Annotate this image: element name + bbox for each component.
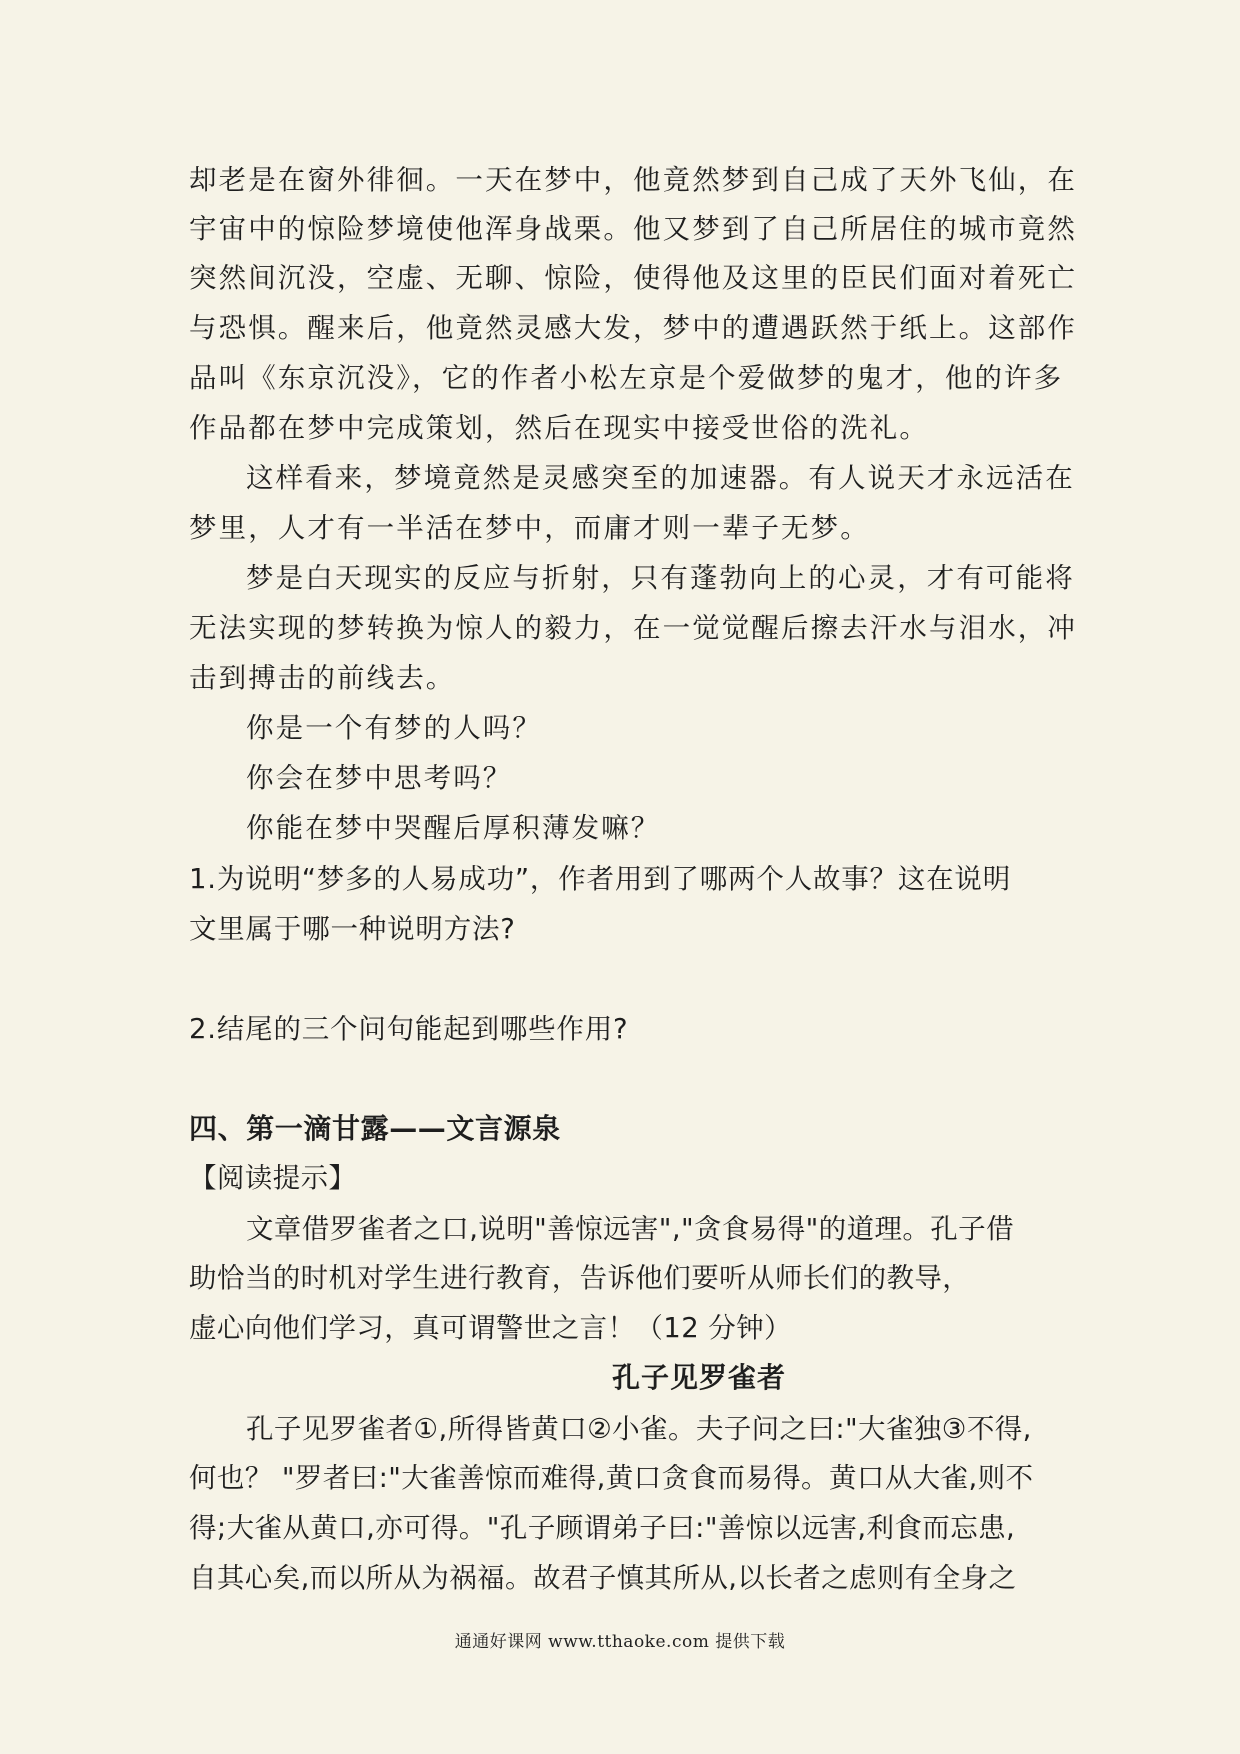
passage-line: 突然间沉没，空虚、无聊、惊险，使得他及这里的臣民们面对着死亡 <box>189 262 1077 294</box>
passage-line: 却老是在窗外徘徊。一天在梦中，他竟然梦到自己成了天外飞仙，在 <box>189 164 1077 196</box>
section-heading: 四、第一滴甘露——文言源泉 <box>189 1112 561 1145</box>
passage-line: 你是一个有梦的人吗？ <box>246 712 542 744</box>
passage-line: 这样看来，梦境竟然是灵感突至的加速器。有人说天才永远活在 <box>246 462 1075 494</box>
hint-line: 虚心向他们学习，真可谓警世之言！（12 分钟） <box>189 1312 792 1344</box>
classical-text-line: 何也？ "罗者曰:"大雀善惊而难得,黄口贪食而易得。黄口从大雀,则不 <box>189 1462 1034 1494</box>
hint-line: 助恰当的时机对学生进行教育，告诉他们要听从师长们的教导， <box>189 1262 971 1294</box>
question-2: 2.结尾的三个问句能起到哪些作用? <box>189 1013 629 1045</box>
passage-line: 与恐惧。醒来后，他竟然灵感大发，梦中的遭遇跃然于纸上。这部作 <box>189 312 1077 344</box>
passage-line: 品叫《东京沉没》，它的作者小松左京是个爱做梦的鬼才，他的许多 <box>189 362 1064 394</box>
classical-text-line: 孔子见罗雀者①,所得皆黄口②小雀。夫子问之曰:"大雀独③不得, <box>246 1413 1032 1445</box>
passage-line: 你会在梦中思考吗？ <box>246 762 513 794</box>
hint-line: 文章借罗雀者之口,说明"善惊远害","贪食易得"的道理。孔子借 <box>246 1213 1014 1245</box>
passage-line: 宇宙中的惊险梦境使他浑身战栗。他又梦到了自己所居住的城市竟然 <box>189 213 1077 245</box>
passage-line: 梦是白天现实的反应与折射，只有蓬勃向上的心灵，才有可能将 <box>246 562 1075 594</box>
classical-text-line: 得;大雀从黄口,亦可得。"孔子顾谓弟子曰:"善惊以远害,利食而忘患, <box>189 1512 1016 1544</box>
passage-line: 你能在梦中哭醒后厚积薄发嘛？ <box>246 812 661 844</box>
classical-text-line: 自其心矣,而以所从为祸福。故君子慎其所从,以长者之虑则有全身之 <box>189 1562 1017 1594</box>
passage-line: 梦里，人才有一半活在梦中，而庸才则一辈子无梦。 <box>189 512 870 544</box>
classical-text-title: 孔子见罗雀者 <box>612 1361 787 1394</box>
question-1-line-2: 文里属于哪一种说明方法? <box>189 913 516 945</box>
question-1-line-1: 1.为说明“梦多的人易成功”，作者用到了哪两个人故事？这在说明 <box>189 863 1012 895</box>
reading-hint-label: 【阅读提示】 <box>189 1162 357 1194</box>
passage-line: 作品都在梦中完成策划，然后在现实中接受世俗的洗礼。 <box>189 412 929 444</box>
passage-line: 击到搏击的前线去。 <box>189 662 456 694</box>
passage-line: 无法实现的梦转换为惊人的毅力，在一觉觉醒后擦去汗水与泪水，冲 <box>189 612 1077 644</box>
page-footer: 通通好课网 www.tthaoke.com 提供下载 <box>454 1632 786 1652</box>
